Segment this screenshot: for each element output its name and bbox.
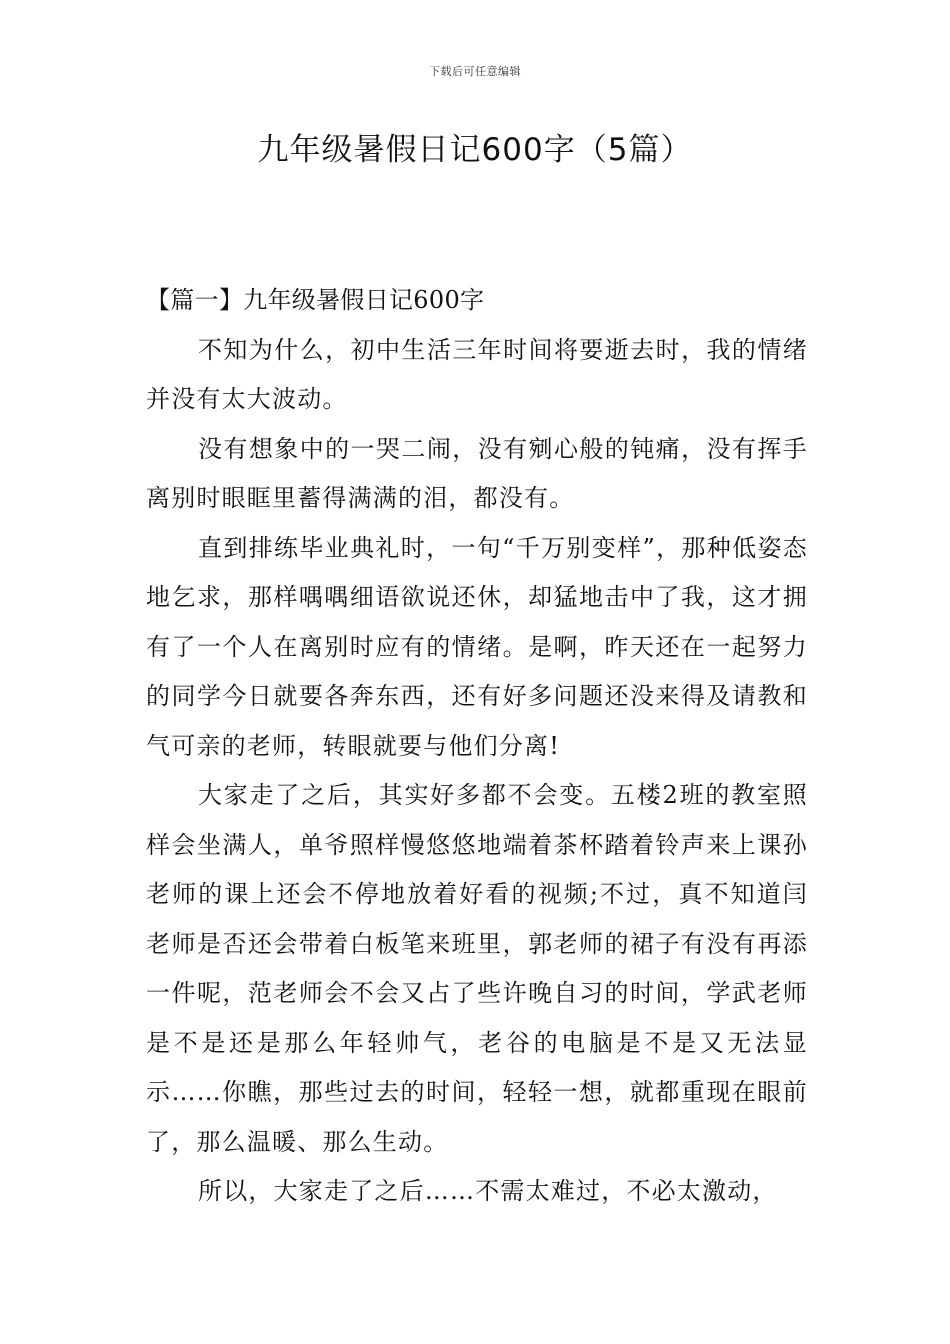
- paragraph-1: 不知为什么，初中生活三年时间将要逝去时，我的情绪并没有太大波动。: [146, 335, 808, 413]
- header-note: 下载后可任意编辑: [429, 65, 521, 78]
- paragraph-3: 直到排练毕业典礼时，一句“千万别变样”，那种低姿态地乞求，那样喁喁细语欲说还休，却猛地击中了我，这才拥有了一个人在离别时应有的情绪。是啊，昨天还在一起努力的同学今日就要各奔东西，还有好多问题还没来得及请教和气可亲的老师，转眼就要与他们分离!: [146, 533, 808, 760]
- document-body: [146, 276, 808, 1217]
- paragraph-4: 大家走了之后，其实好多都不会变。五楼2班的教室照样会坐满人，单爷照样慢悠悠地端着茶杯踏着铃声来上课孙老师的课上还会不停地放着好看的视频;不过，真不知道闫老师是否还会带着白板笔来班里，郭老师的裙子有没有再添一件呢，范老师会不会又占了些许晚自习的时间，学武老师是不是还是那么年轻帅气，老谷的电脑是不是又无法显示……你瞧，那些过去的时间，轻轻一想，就都重现在眼前了，那么温暖、那么生动。: [146, 781, 808, 1156]
- paragraph-5: 所以，大家走了之后……不需太难过，不必太激动，: [198, 1177, 778, 1205]
- section-heading: 【篇一】九年级暑假日记600字: [146, 286, 485, 314]
- document-title: 九年级暑假日记600字（5篇）: [257, 132, 693, 168]
- paragraph-2: 没有想象中的一哭二闹，没有剜心般的钝痛，没有挥手离别时眼眶里蓄得满满的泪，都没有。: [146, 434, 808, 512]
